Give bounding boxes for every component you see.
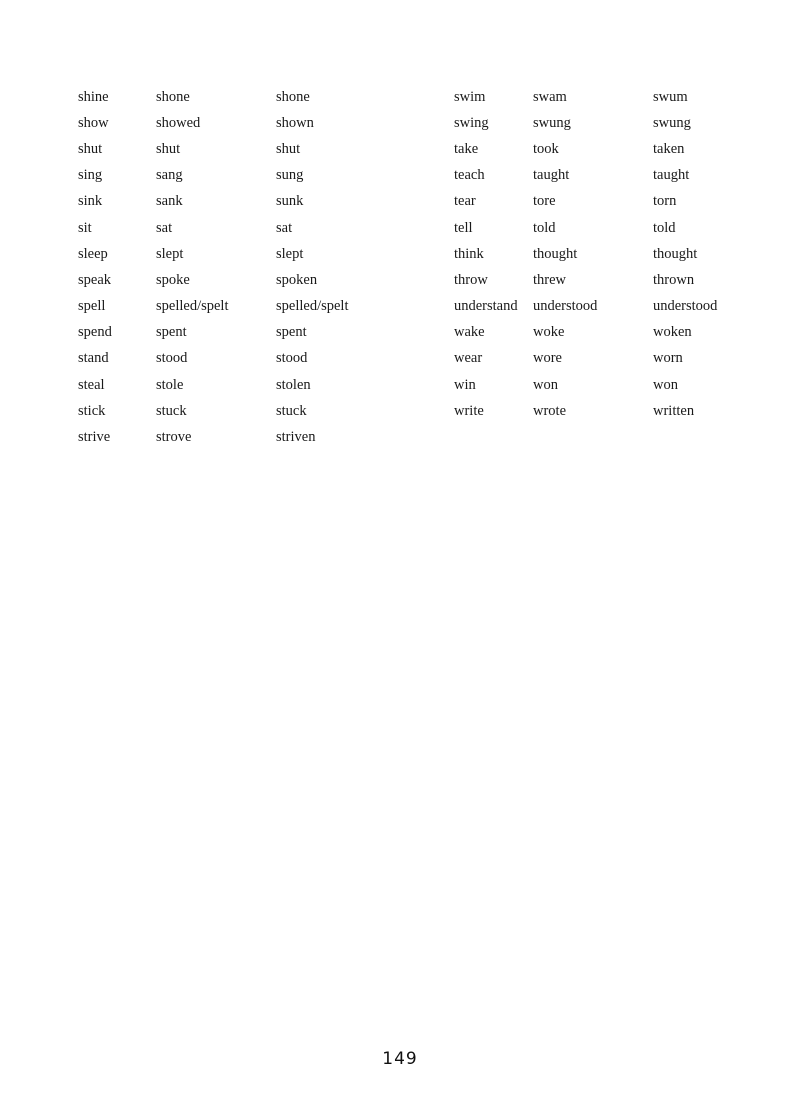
base-form-cell: sink xyxy=(78,193,103,210)
verb-row xyxy=(78,110,438,136)
past-participle-cell: shown xyxy=(276,114,314,131)
past-simple-cell: stole xyxy=(156,376,184,393)
past-simple-cell: sat xyxy=(156,219,173,236)
verb-row xyxy=(454,189,800,215)
past-participle-cell: woken xyxy=(653,324,692,341)
past-simple-cell: told xyxy=(533,219,556,236)
verb-row xyxy=(454,84,800,110)
base-form-cell: shut xyxy=(78,140,103,157)
base-form-cell: wake xyxy=(454,324,485,341)
past-simple-cell: slept xyxy=(156,245,184,262)
past-participle-cell: sung xyxy=(276,167,304,184)
verb-row xyxy=(78,398,438,424)
verb-row xyxy=(454,346,800,372)
past-simple-cell: took xyxy=(533,140,559,157)
past-participle-cell: torn xyxy=(653,193,677,210)
past-simple-cell: taught xyxy=(533,167,570,184)
past-simple-cell: sang xyxy=(156,167,183,184)
past-participle-cell: taken xyxy=(653,140,685,157)
past-participle-cell: shone xyxy=(276,88,310,105)
base-form-cell: stick xyxy=(78,402,106,419)
base-form-cell: shine xyxy=(78,88,109,105)
past-simple-cell: threw xyxy=(533,271,567,288)
base-form-cell: throw xyxy=(454,271,488,288)
verb-row xyxy=(454,398,800,424)
base-form-cell: sit xyxy=(78,219,92,236)
past-simple-cell: woke xyxy=(533,324,565,341)
past-participle-cell: told xyxy=(653,219,676,236)
base-form-cell: spend xyxy=(78,324,112,341)
verb-row xyxy=(78,136,438,162)
base-form-cell: spell xyxy=(78,298,106,315)
past-participle-cell: taught xyxy=(653,167,690,184)
past-simple-cell: stood xyxy=(156,350,188,367)
past-participle-cell: swung xyxy=(653,114,691,131)
verb-row xyxy=(454,215,800,241)
base-form-cell: tear xyxy=(454,193,476,210)
past-participle-cell: striven xyxy=(276,429,316,446)
verb-row xyxy=(78,163,438,189)
past-simple-cell: swung xyxy=(533,114,571,131)
base-form-cell: win xyxy=(454,376,476,393)
past-participle-cell: understood xyxy=(653,298,718,315)
verb-row xyxy=(78,215,438,241)
past-simple-cell: thought xyxy=(533,245,578,262)
verb-row xyxy=(454,372,800,398)
verb-row xyxy=(78,84,438,110)
past-participle-cell: sunk xyxy=(276,193,304,210)
past-participle-cell: shut xyxy=(276,140,301,157)
base-form-cell: write xyxy=(454,402,484,419)
past-simple-cell: strove xyxy=(156,429,192,446)
past-simple-cell: won xyxy=(533,376,558,393)
past-simple-cell: spent xyxy=(156,324,187,341)
verb-row xyxy=(78,189,438,215)
past-simple-cell: spelled/spelt xyxy=(156,298,229,315)
past-participle-cell: won xyxy=(653,376,678,393)
base-form-cell: sing xyxy=(78,167,103,184)
past-simple-cell: tore xyxy=(533,193,556,210)
base-form-cell: think xyxy=(454,245,484,262)
past-participle-cell: sat xyxy=(276,219,293,236)
irregular-verbs-table-left xyxy=(78,84,438,451)
past-simple-cell: stuck xyxy=(156,402,187,419)
irregular-verbs-table-right xyxy=(454,84,800,424)
base-form-cell: stand xyxy=(78,350,109,367)
base-form-cell: steal xyxy=(78,376,105,393)
base-form-cell: speak xyxy=(78,271,112,288)
verb-row xyxy=(454,136,800,162)
verb-row xyxy=(78,320,438,346)
base-form-cell: understand xyxy=(454,298,518,315)
past-participle-cell: worn xyxy=(653,350,683,367)
past-simple-cell: understood xyxy=(533,298,598,315)
verb-row xyxy=(454,294,800,320)
verb-row xyxy=(78,267,438,293)
past-simple-cell: shut xyxy=(156,140,181,157)
base-form-cell: sleep xyxy=(78,245,108,262)
past-participle-cell: stuck xyxy=(276,402,307,419)
past-simple-cell: wrote xyxy=(533,402,567,419)
past-participle-cell: written xyxy=(653,402,695,419)
past-participle-cell: stolen xyxy=(276,376,311,393)
past-participle-cell: spent xyxy=(276,324,307,341)
past-participle-cell: spelled/spelt xyxy=(276,298,349,315)
past-participle-cell: slept xyxy=(276,245,304,262)
verb-row xyxy=(78,372,438,398)
base-form-cell: swim xyxy=(454,88,486,105)
base-form-cell: swing xyxy=(454,114,489,131)
past-simple-cell: sank xyxy=(156,193,183,210)
past-simple-cell: shone xyxy=(156,88,190,105)
page-number: 149 xyxy=(382,1049,418,1069)
past-participle-cell: swum xyxy=(653,88,688,105)
verb-row xyxy=(454,320,800,346)
past-participle-cell: thought xyxy=(653,245,698,262)
verb-row xyxy=(78,294,438,320)
past-participle-cell: stood xyxy=(276,350,308,367)
base-form-cell: wear xyxy=(454,350,483,367)
verb-row xyxy=(78,241,438,267)
past-simple-cell: swam xyxy=(533,88,567,105)
verb-row xyxy=(454,163,800,189)
verb-row xyxy=(78,424,438,450)
past-simple-cell: spoke xyxy=(156,271,190,288)
past-simple-cell: wore xyxy=(533,350,562,367)
verb-row xyxy=(454,267,800,293)
base-form-cell: strive xyxy=(78,429,111,446)
base-form-cell: tell xyxy=(454,219,473,236)
base-form-cell: teach xyxy=(454,167,485,184)
base-form-cell: show xyxy=(78,114,109,131)
verb-row xyxy=(78,346,438,372)
base-form-cell: take xyxy=(454,140,479,157)
past-simple-cell: showed xyxy=(156,114,201,131)
past-participle-cell: spoken xyxy=(276,271,318,288)
verb-row xyxy=(454,241,800,267)
verb-row xyxy=(454,110,800,136)
past-participle-cell: thrown xyxy=(653,271,695,288)
